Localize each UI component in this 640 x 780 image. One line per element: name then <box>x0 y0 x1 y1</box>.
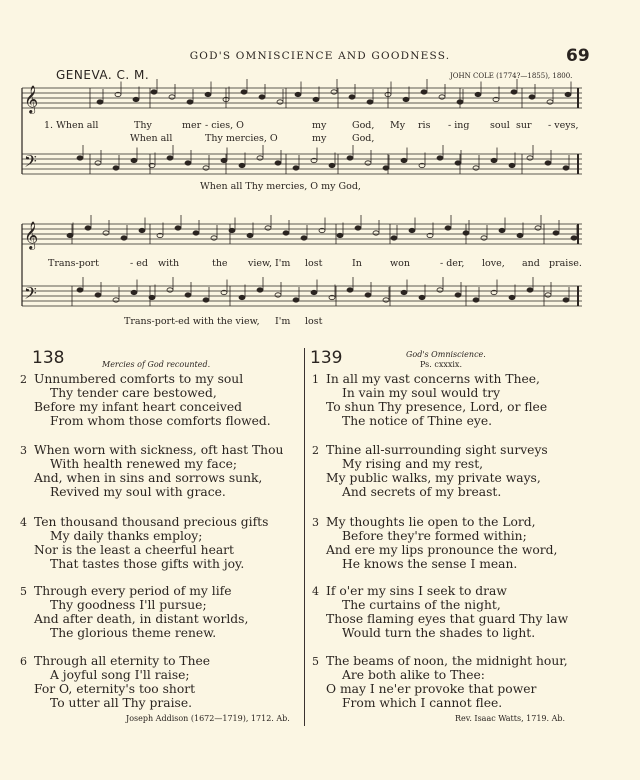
lyric-syllable: Thy <box>134 120 152 131</box>
stanza-number: 2 <box>20 373 27 386</box>
verse-line: When worn with sickness, oft hast Thou <box>34 443 284 457</box>
verse-line: Those flaming eyes that guard Thy law <box>326 612 569 626</box>
lyric-syllable: soul <box>490 120 510 131</box>
hymn-139-meter: Ps. cxxxix. <box>420 360 462 369</box>
stanza-number: 4 <box>20 516 27 529</box>
column-divider <box>304 348 305 726</box>
verse-line: For O, eternity's too short <box>34 682 196 696</box>
verse-line: And, when in sins and sorrows sunk, <box>34 471 263 485</box>
verse-line: If o'er my sins I seek to draw <box>326 584 507 598</box>
system1-bass-lyrics: When all Thy mercies, O my God, <box>200 181 361 192</box>
lyric-syllable: 1. When all <box>44 120 99 131</box>
lyric-syllable: When all <box>130 133 173 144</box>
lyric-syllable: Thy mercies, O <box>205 133 278 144</box>
verse-line: In all my vast concerns with Thee, <box>326 372 540 386</box>
hymn-138-number: 138 <box>32 348 65 368</box>
verse-line: From which I cannot flee. <box>342 696 503 710</box>
stanza-number: 1 <box>312 373 319 386</box>
verse-line: And after death, in distant worlds, <box>34 612 249 626</box>
lyric-syllable: and <box>522 258 540 269</box>
lyric-syllable: with <box>158 258 180 269</box>
lyric-syllable: the <box>212 258 228 269</box>
hymn-138-title: Mercies of God recounted. <box>102 360 211 369</box>
lyric-syllable: love, <box>482 258 505 269</box>
verse-line: Thine all-surrounding sight surveys <box>326 443 548 457</box>
stanza-number: 2 <box>312 444 319 457</box>
music-score <box>0 0 640 340</box>
running-title: GOD'S OMNISCIENCE AND GOODNESS. <box>189 50 451 62</box>
lyric-syllable: I'm <box>275 316 291 327</box>
lyric-syllable: lost <box>305 316 323 327</box>
lyric-syllable: ris <box>418 120 431 131</box>
verse-line: Ten thousand thousand precious gifts <box>34 515 269 529</box>
lyric-syllable: My <box>390 120 406 131</box>
verse-line: The beams of noon, the midnight hour, <box>326 654 568 668</box>
verse-line: Through every period of my life <box>34 584 232 598</box>
hymn-139-number: 139 <box>310 348 343 368</box>
svg-text:𝄢: 𝄢 <box>24 151 37 175</box>
lyric-syllable: my <box>312 133 327 144</box>
stanza-number: 3 <box>20 444 27 457</box>
verse-line: O may I ne'er provoke that power <box>326 682 537 696</box>
lyric-syllable: Trans-port <box>48 258 99 269</box>
lyric-syllable: God, <box>352 120 375 131</box>
verse-line: To shun Thy presence, Lord, or flee <box>326 400 548 414</box>
lyric-syllable: - ing <box>448 120 470 131</box>
lyric-syllable: God, <box>352 133 375 144</box>
verse-line: My rising and my rest, <box>342 457 484 471</box>
verse-line: My daily thanks employ; <box>50 529 203 543</box>
hymn-139-title: God's Omniscience. <box>406 350 486 359</box>
verse-line: Thy tender care bestowed, <box>50 386 217 400</box>
verse-line: Nor is the least a cheerful heart <box>34 543 234 557</box>
lyric-syllable: - veys, <box>548 120 579 131</box>
stanza-number: 4 <box>312 585 319 598</box>
lyric-syllable: view, <box>248 258 273 269</box>
verse-line: From whom those comforts flowed. <box>50 414 271 428</box>
verse-line: And ere my lips pronounce the word, <box>326 543 558 557</box>
verse-line: The curtains of the night, <box>342 598 501 612</box>
stanza-number: 5 <box>312 655 319 668</box>
verse-line: My thoughts lie open to the Lord, <box>326 515 536 529</box>
verse-line: With health renewed my face; <box>50 457 237 471</box>
verse-line: Revived my soul with grace. <box>50 485 226 499</box>
lyric-syllable: Trans-port-ed with the view, <box>124 316 260 327</box>
svg-text:𝄞: 𝄞 <box>24 221 39 249</box>
lyric-syllable: praise. <box>549 258 582 269</box>
lyric-syllable: mer <box>182 120 202 131</box>
lyric-syllable: lost <box>305 258 323 269</box>
verse-line: That tastes those gifts with joy. <box>50 557 245 571</box>
verse-line: To utter all Thy praise. <box>50 696 193 710</box>
verse-line: Unnumbered comforts to my soul <box>34 372 244 386</box>
verse-line: The glorious theme renew. <box>50 626 217 640</box>
lyric-syllable: - cies, O <box>205 120 244 131</box>
verse-line: Before my infant heart conceived <box>34 400 243 414</box>
verse-line: In vain my soul would try <box>342 386 501 400</box>
lyric-syllable: my <box>312 120 327 131</box>
svg-text:𝄞: 𝄞 <box>24 85 39 113</box>
lyric-syllable: sur <box>516 120 532 131</box>
tune-name: GENEVA. C. M. <box>56 68 150 82</box>
lyric-syllable: I'm <box>275 258 291 269</box>
stanza-number: 5 <box>20 585 27 598</box>
hymn-139-credit: Rev. Isaac Watts, 1719. Ab. <box>455 714 566 723</box>
verse-line: And secrets of my breast. <box>342 485 502 499</box>
verse-line: Before they're formed within; <box>342 529 527 543</box>
svg-text:𝄢: 𝄢 <box>24 283 37 307</box>
stanza-number: 3 <box>312 516 319 529</box>
verse-line: A joyful song I'll raise; <box>50 668 190 682</box>
verse-line: My public walks, my private ways, <box>326 471 541 485</box>
verse-line: Are both alike to Thee: <box>342 668 485 682</box>
tune-composer: JOHN COLE (1774?—1855), 1800. <box>450 72 573 80</box>
verse-line: He knows the sense I mean. <box>342 557 518 571</box>
lyric-syllable: - ed <box>130 258 148 269</box>
page-number: 69 <box>566 46 590 66</box>
lyric-syllable: In <box>352 258 362 269</box>
verse-line: The notice of Thine eye. <box>342 414 493 428</box>
lyric-syllable: won <box>390 258 410 269</box>
verse-line: Would turn the shades to light. <box>342 626 536 640</box>
stanza-number: 6 <box>20 655 27 668</box>
hymn-138-credit: Joseph Addison (1672—1719), 1712. Ab. <box>126 714 290 723</box>
verse-line: Thy goodness I'll pursue; <box>50 598 207 612</box>
lyric-syllable: - der, <box>440 258 465 269</box>
verse-line: Through all eternity to Thee <box>34 654 211 668</box>
